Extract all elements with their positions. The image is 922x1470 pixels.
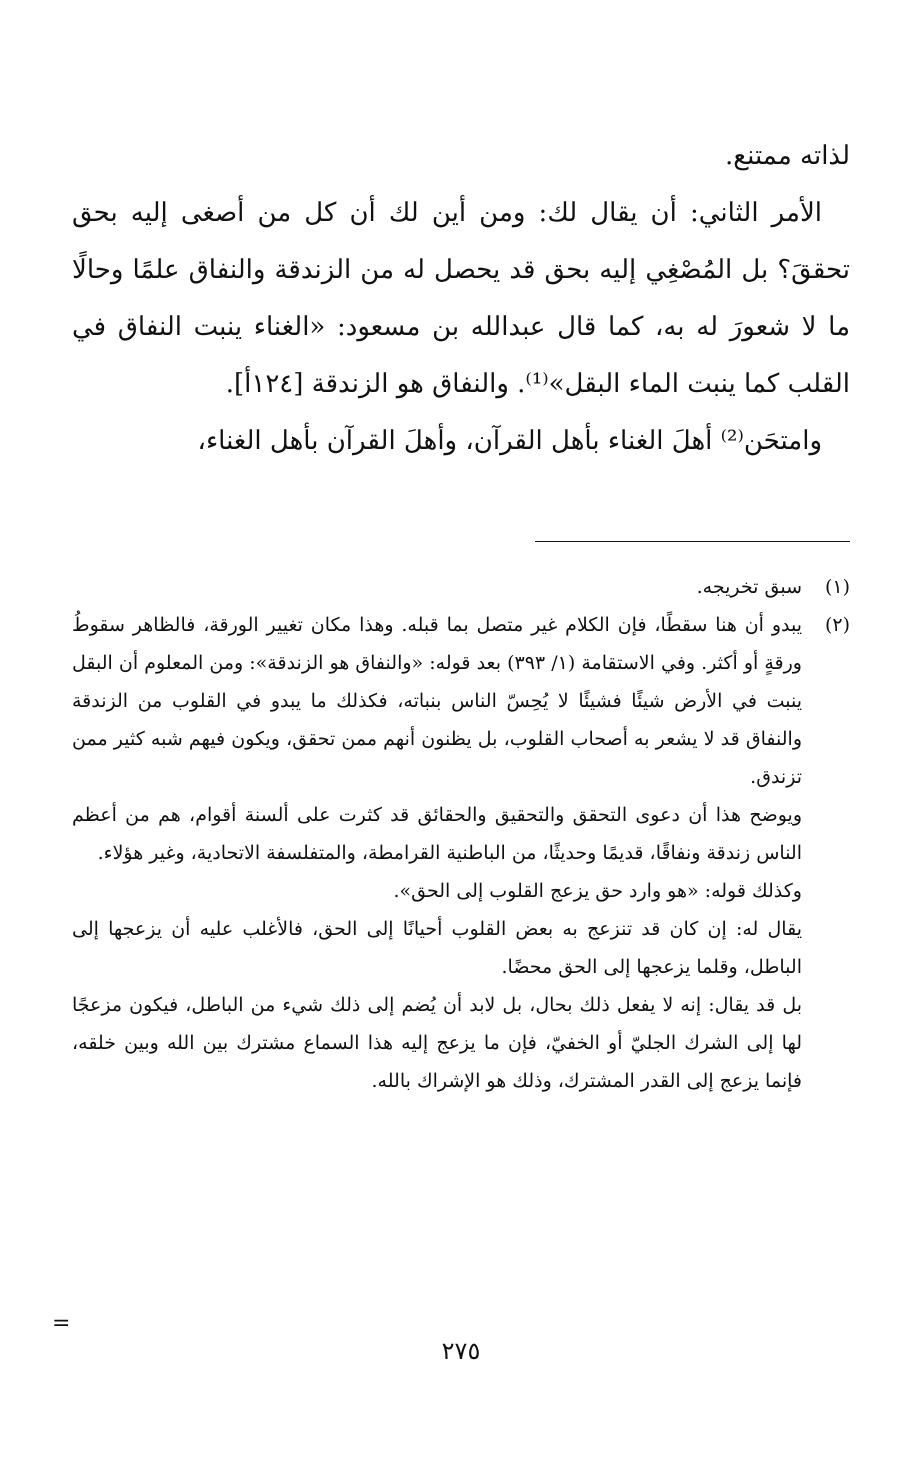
footnote-2 — [72, 606, 850, 1100]
paragraph-examination: وامتحَن⁽²⁾ أهلَ الغناء بأهل القرآن، وأهلَ القرآن بأهل الغناء، — [197, 426, 822, 456]
footnote-1 — [72, 568, 850, 606]
footnote-text — [72, 568, 802, 606]
footnote-number: (١) — [824, 576, 850, 598]
page-number: ٢٧٥ — [441, 1337, 481, 1365]
footnote-paragraph: سبق تخريجه. — [696, 576, 802, 598]
footnote-paragraph: يقال له: إن كان قد تنزعج به بعض القلوب أحيانًا إلى الحق، فالأغلب عليه أن يزعجها إلى الباطل، وقلما يزعجها إلى الحق محضًا. — [72, 918, 802, 978]
footnote-paragraph: بل قد يقال: إنه لا يفعل ذلك بحال، بل لابد أن يُضم إلى ذلك شيء من الباطل، فيكون مزعجًا لها إلى الشرك الجليّ أو الخفيّ، فإن ما يزعج إليه هذا السماع مشترك بين الله وبين خلقه، فإنما يزعج إلى القدر المشترك، وذلك هو الإشراك بالله. — [72, 994, 802, 1092]
footnote-continuation-mark: = — [52, 1311, 71, 1336]
footnote-text — [72, 606, 802, 1100]
footnote-paragraph: يبدو أن هنا سقطًا، فإن الكلام غير متصل بما قبله. وهذا مكان تغيير الورقة، فالظاهر سقوطُ ورقةٍ أو أكثر. وفي الاستقامة (١/ ٣٩٣) بعد قوله: «والنفاق هو الزندقة»: ومن المعلوم أن البقل ينبت في الأرض شيئًا فشيئًا لا يُحِسّ الناس بنباته، فكذلك ما يبدو في القلوب من الزندقة والنفاق قد لا يشعر به أصحاب القلوب، بل يظنون أنهم ممن تحقق، ويكون فيهم شبه كثير ممن تزندق. — [72, 614, 802, 788]
paragraph-continuation: لذاته ممتنع. — [725, 141, 850, 171]
footnotes — [72, 568, 850, 1100]
footnote-separator — [535, 541, 850, 542]
footnote-number: (٢) — [824, 614, 850, 636]
main-text — [72, 128, 850, 470]
paragraph-second-matter: الأمر الثاني: أن يقال لك: ومن أين لك أن كل من أصغى إليه بحق تحققَ؟ بل المُصْغِي إليه بحق قد يحصل له من الزندقة والنفاق علمًا وحالًا ما لا شعورَ له به، كما قال عبدالله بن مسعود: «الغناء ينبت النفاق في القلب كما ينبت الماء البقل»⁽¹⁾. والنفاق هو الزندقة [١٢٤أ]. — [72, 198, 850, 399]
footnote-paragraph: وكذلك قوله: «هو وارد حق يزعج القلوب إلى الحق». — [393, 880, 802, 902]
footnote-paragraph: ويوضح هذا أن دعوى التحقق والتحقيق والحقائق قد كثرت على ألسنة أقوام، هم من أعظم الناس زندقة ونفاقًا، قديمًا وحديثًا، من الباطنية القرامطة، والمتفلسفة الاتحادية، وغير هؤلاء. — [72, 804, 802, 864]
